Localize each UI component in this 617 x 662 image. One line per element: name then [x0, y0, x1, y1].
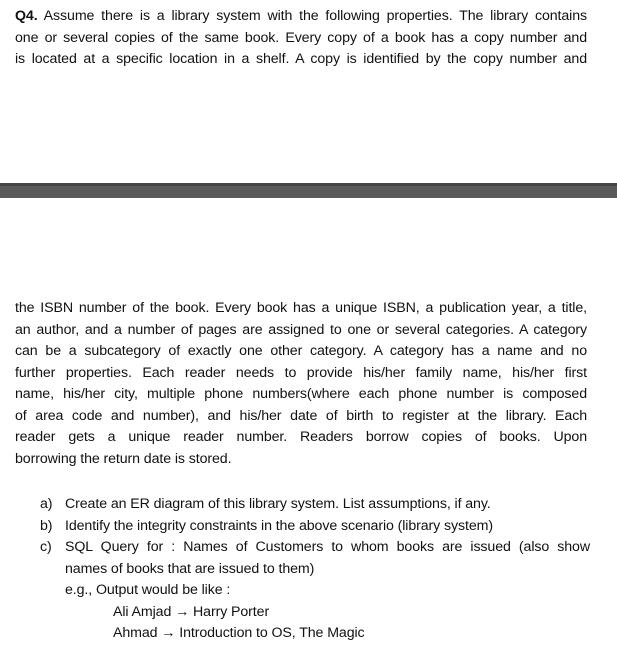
task-text: Identify the integrity constraints in the above scenario (library system): [65, 517, 493, 534]
continuation-line: borrowing the return date is stored.: [15, 450, 232, 467]
page-break-divider: [0, 183, 617, 198]
task-marker: c): [40, 539, 52, 555]
continuation-line: of area code and number), and his/her date of birth to register at the library. Each: [15, 407, 587, 424]
example-label: e.g., Output would be like :: [65, 582, 231, 598]
task-item-b: [40, 516, 590, 538]
example-row: Ahmad → Introduction to OS, The Magic: [113, 625, 365, 641]
continuation-line: further properties. Each reader needs to provide his/her family name, his/her first: [15, 364, 587, 381]
task-item-c: [40, 537, 590, 580]
question-continuation-paragraph: [15, 298, 587, 470]
continuation-line: can be a subcategory of exactly one other category. A category has a name and no: [15, 343, 587, 359]
task-item-a: [40, 494, 590, 516]
task-text: SQL Query for : Names of Customers to whom books are issued (also show: [65, 539, 590, 555]
continuation-line: the ISBN number of the book. Every book has a unique ISBN, a publication year, a title,: [15, 300, 587, 316]
example-row: Ali Amjad → Harry Porter: [113, 603, 270, 620]
intro-line: is located at a specific location in a shelf. A copy is identified by the copy number and: [15, 51, 587, 67]
question-number: Q4.: [15, 8, 38, 24]
task-marker: a): [40, 496, 53, 512]
task-text: Create an ER diagram of this library system. List assumptions, if any.: [65, 496, 491, 512]
question-intro-paragraph: [15, 6, 587, 71]
intro-line: Q4. Assume there is a library system with the following properties. The library contains: [15, 8, 587, 24]
task-marker: b): [40, 517, 53, 534]
example-output: [40, 580, 590, 645]
continuation-line: reader gets a unique reader number. Readers borrow copies of books. Upon: [15, 429, 587, 445]
intro-line: one or several copies of the same book. Every copy of a book has a copy number and: [15, 29, 587, 46]
continuation-line: an author, and a number of pages are assigned to one or several categories. A category: [15, 321, 587, 338]
continuation-line: name, his/her city, multiple phone numbers(where each phone number is composed: [15, 386, 587, 402]
task-text: names of books that are issued to them): [65, 560, 315, 577]
task-list: [40, 494, 590, 645]
